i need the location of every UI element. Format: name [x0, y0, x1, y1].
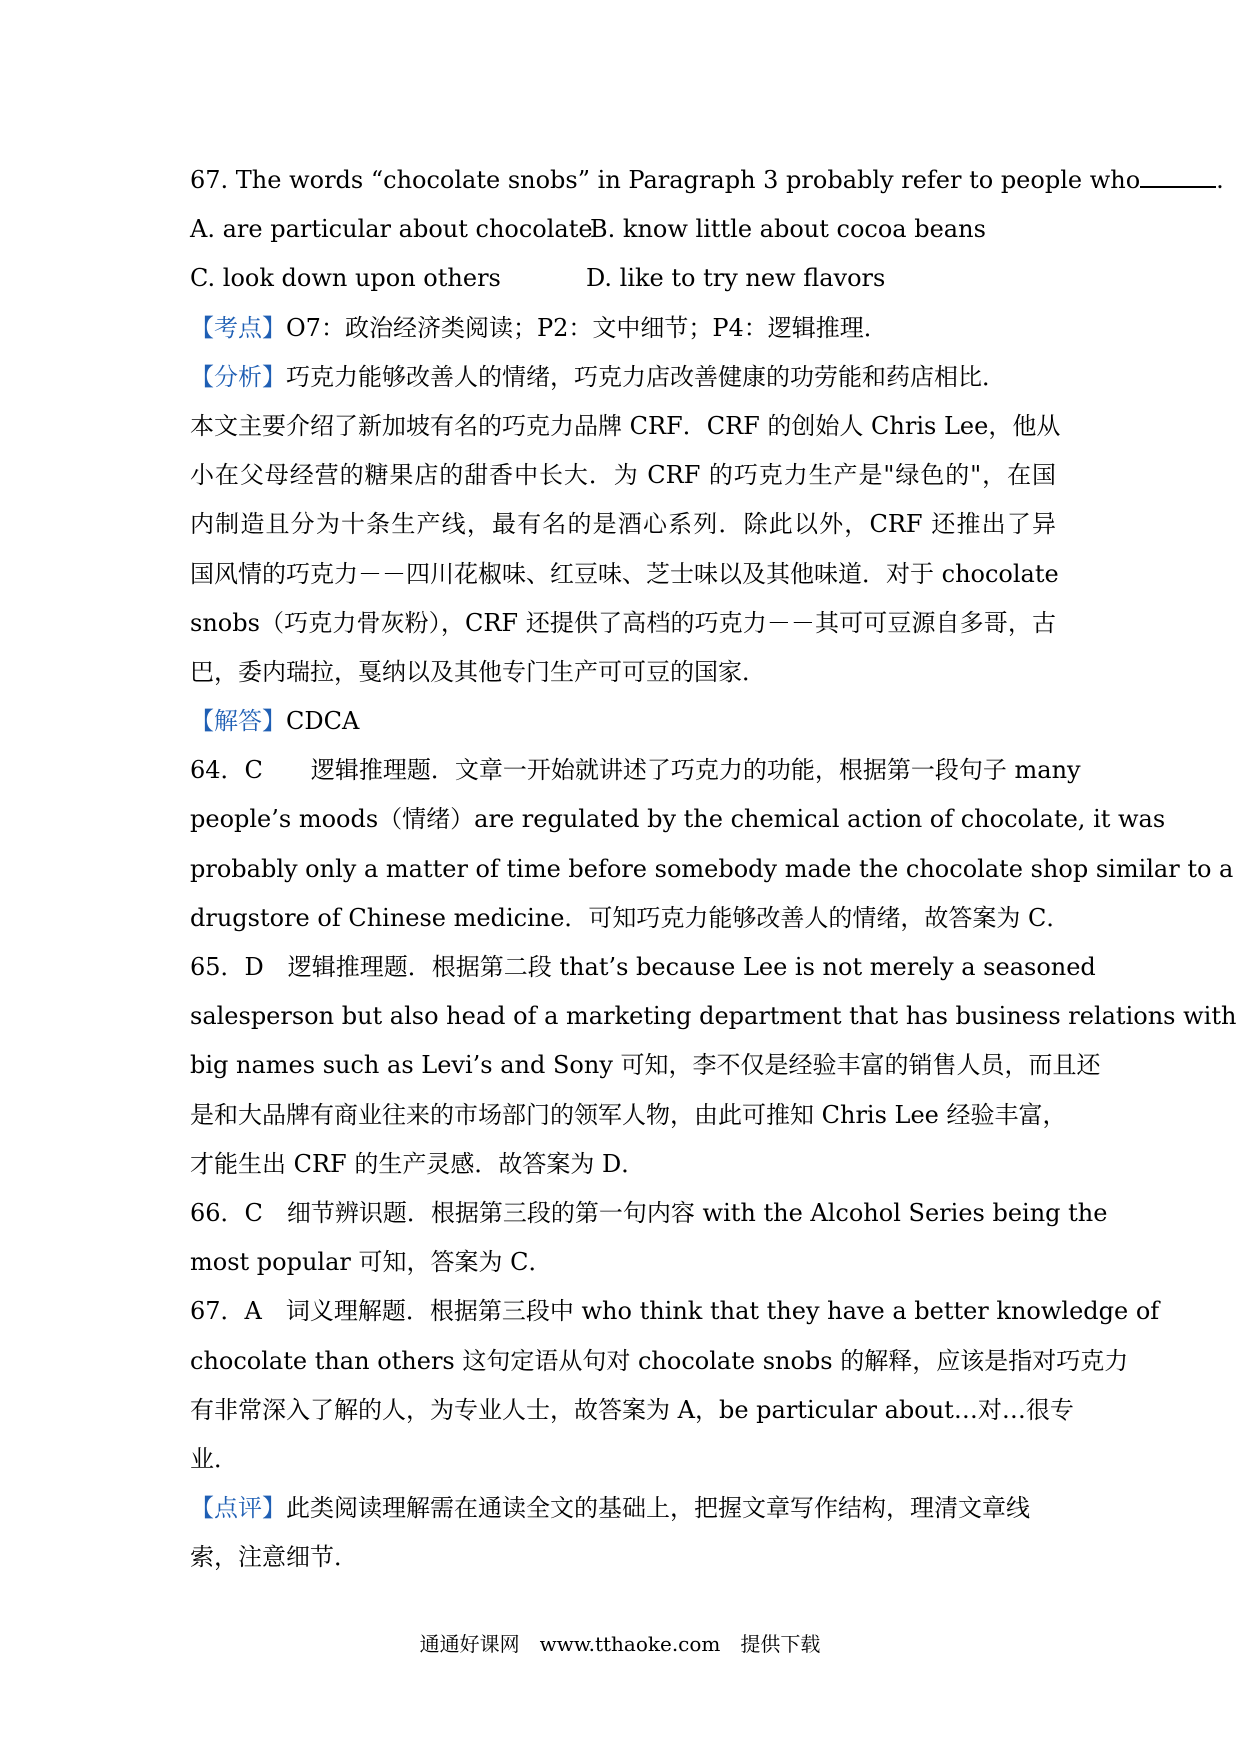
jieda-line — [190, 697, 1056, 746]
page-footer: 通通好课网 www.tthaoke.com 提供下载 — [419, 1632, 821, 1656]
dianping-tag: 【点评】 — [190, 1494, 286, 1523]
fenxi-line-1: 本文主要介绍了新加坡有名的巧克力品牌 CRF．CRF 的创始人 Chris Lee，他从 — [190, 411, 1061, 440]
option-a: A. are particular about chocolate — [190, 215, 593, 244]
answer-line: chocolate than others 这句定语从句对 chocolate snobs 的解释，应该是指对巧克力 — [190, 1346, 1129, 1375]
jieda-tag: 【解答】 — [190, 707, 286, 736]
kaodian-text: O7：政治经济类阅读；P2：文中细节；P4：逻辑推理． — [286, 313, 888, 342]
jieda-text: CDCA — [286, 707, 360, 736]
fenxi-line-4: 国风情的巧克力－－四川花椒味、红豆味、芝士味以及其他味道．对于 chocolate — [190, 559, 1059, 588]
answer-line: 65．D 逻辑推理题．根据第二段 that’s because Lee is not merely a seasoned — [190, 953, 1096, 981]
answer-line: 64．C 逻辑推理题．文章一开始就讲述了巧克力的功能，根据第一段句子 many — [190, 756, 1081, 785]
fenxi-line-0: 【分析】巧克力能够改善人的情绪，巧克力店改善健康的功劳能和药店相比． — [190, 362, 1006, 391]
dianping-line-1: 【点评】此类阅读理解需在通读全文的基础上，把握文章写作结构，理清文章线 — [190, 1494, 1030, 1523]
fenxi-line-2: 小在父母经营的糖果店的甜香中长大．为 CRF 的巧克力生产是"绿色的"，在国 — [190, 461, 1056, 490]
option-d: D. like to try new flavors — [586, 264, 886, 293]
answer-line: salesperson but also head of a marketing department that has business relations with — [190, 1002, 1237, 1031]
question-stem: 67. The words “chocolate snobs” in Paragraph 3 probably refer to people who . — [190, 156, 1056, 205]
answer-line: most popular 可知，答案为 C． — [190, 1248, 553, 1277]
answer-blank — [1140, 160, 1216, 188]
option-b: B. know little about cocoa beans — [590, 215, 986, 244]
options-row-2 — [190, 254, 1056, 303]
answer-line: people’s moods（情绪）are regulated by the chemical action of chocolate, it was — [190, 805, 1166, 834]
dianping-line-2: 索，注意细节． — [190, 1543, 358, 1572]
answer-line: big names such as Levi’s and Sony 可知，李不仅是经验丰富的销售人员，而且还 — [190, 1051, 1101, 1080]
fenxi-line-5: snobs（巧克力骨灰粉），CRF 还提供了高档的巧克力－－其可可豆源自多哥，古 — [190, 608, 1056, 637]
answer-line: drugstore of Chinese medicine．可知巧克力能够改善人的情绪，故答案为 C． — [190, 903, 1071, 932]
kaodian-tag: 【考点】 — [190, 313, 286, 342]
answer-line: 业． — [190, 1444, 238, 1473]
answer-line: 67．A 词义理解题．根据第三段中 who think that they have a better knowledge of — [190, 1297, 1160, 1326]
options-row-1 — [190, 205, 1056, 254]
answer-line: 是和大品牌有商业往来的市场部门的领军人物，由此可推知 Chris Lee 经验丰富， — [190, 1100, 1067, 1129]
kaodian-line — [190, 304, 1056, 353]
fenxi-line-3: 内制造且分为十条生产线，最有名的是酒心系列．除此以外，CRF 还推出了异 — [190, 510, 1056, 539]
fenxi-tag: 【分析】 — [190, 362, 286, 391]
fenxi-line-6: 巴，委内瑞拉，戛纳以及其他专门生产可可豆的国家． — [190, 657, 766, 686]
option-c: C. look down upon others — [190, 264, 501, 293]
answer-line: 66．C 细节辨识题．根据第三段的第一句内容 with the Alcohol Series being the — [190, 1198, 1108, 1227]
answer-line: 有非常深入了解的人，为专业人士，故答案为 A，be particular about…对…很专 — [190, 1395, 1074, 1424]
document-body — [190, 156, 1237, 1582]
answer-line: probably only a matter of time before somebody made the chocolate shop similar to a — [190, 854, 1234, 883]
answer-line: 才能生出 CRF 的生产灵感．故答案为 D． — [190, 1149, 646, 1178]
